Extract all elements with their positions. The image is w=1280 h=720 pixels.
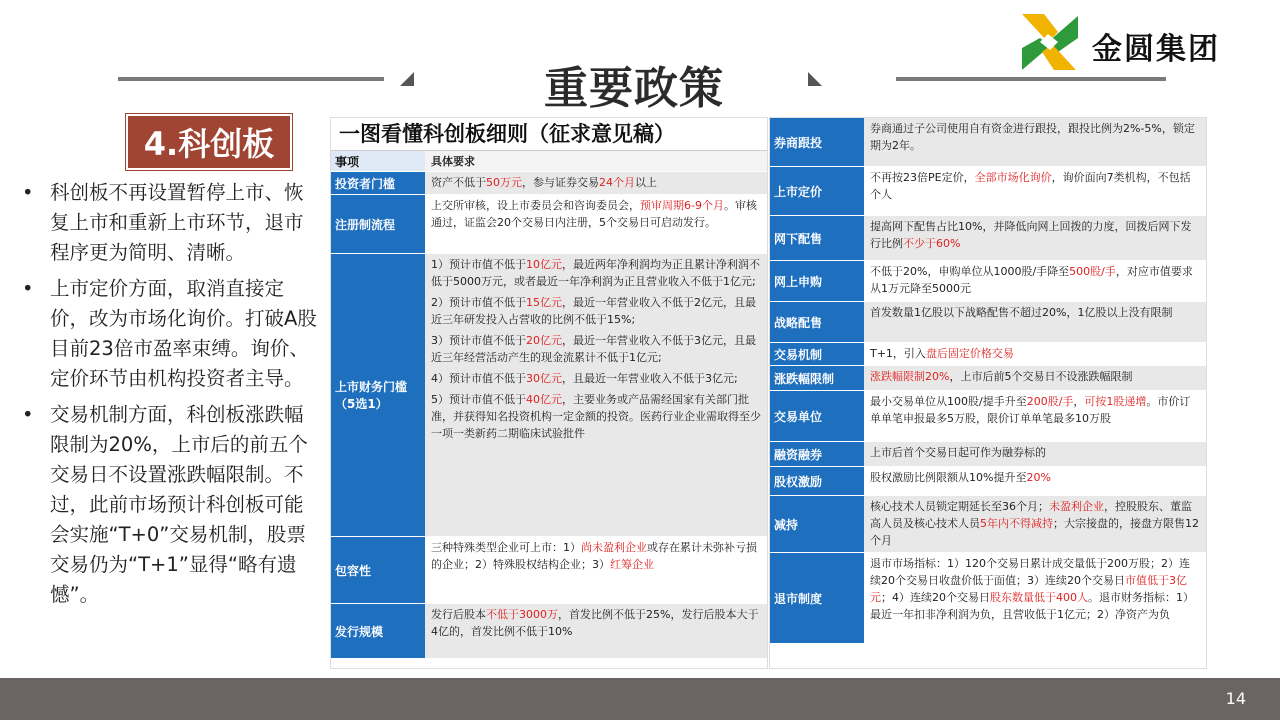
cell-text: 上市后首个交易日起可作为融券标的 bbox=[870, 446, 1046, 459]
cell-text: ，首发比例不低于25%，发行后股本大于4亿的，首发比例不低于10% bbox=[431, 608, 759, 638]
cell-text: 4）预计市值不低于 bbox=[431, 372, 526, 385]
cell-highlight: 可按1股递增 bbox=[1084, 395, 1147, 408]
cell-text: ；大宗接盘的，接盘方限售12个月 bbox=[870, 517, 1199, 547]
table-row bbox=[770, 366, 1206, 391]
cell-highlight: 涨跌幅限制20% bbox=[870, 370, 950, 383]
header-label: 事项 bbox=[331, 151, 425, 171]
cell-text: 不低于20%，申购单位从1000股/手降至 bbox=[870, 265, 1070, 278]
cell-text: 以上 bbox=[635, 176, 657, 189]
logo-text: 金圆集团 bbox=[1092, 32, 1220, 67]
footer-bar bbox=[0, 678, 1280, 720]
cell-highlight: 预审周期6-9个月 bbox=[640, 199, 724, 212]
table-header-row bbox=[331, 151, 767, 172]
row-value bbox=[425, 195, 767, 253]
cell-text: 资产不低于 bbox=[431, 176, 486, 189]
cell-highlight: 盘后固定价格交易 bbox=[925, 347, 1014, 360]
cell-text: 提高网下配售占比10%，并降低向网上回拨的力度，回拨后网下发行比例 bbox=[870, 220, 1192, 250]
bullet-dot-icon: • bbox=[22, 181, 34, 204]
row-value bbox=[864, 216, 1206, 260]
row-value bbox=[864, 467, 1206, 495]
row-value bbox=[864, 391, 1206, 441]
row-value bbox=[864, 366, 1206, 390]
table-row bbox=[331, 537, 767, 604]
table-row bbox=[770, 167, 1206, 216]
row-label: 减持 bbox=[770, 496, 864, 552]
cell-text: ，主要业务或产品需经国家有关部门批准，并获得知名投资机构一定金额的投资。医药行业企业需取得至少一项一类新药二期临床试验批件 bbox=[431, 393, 761, 440]
cell-highlight: 5年内不得减持 bbox=[980, 517, 1053, 530]
table-row bbox=[770, 216, 1206, 261]
row-value bbox=[425, 604, 767, 658]
criteria-item bbox=[431, 332, 761, 366]
bullet-item: • 交易机制方面，科创板涨跌幅限制为20%，上市后的前五个交易日不设置涨跌幅限制。不过，此前市场预计科创板可能会实施“T+0”交易机制，股票交易仍为“T+1”显得“略有遗憾”。 bbox=[20, 400, 320, 610]
cell-highlight: 不少于60% bbox=[903, 237, 961, 250]
left-table-rows bbox=[331, 172, 767, 659]
section-tag: 4.科创板 bbox=[128, 116, 290, 168]
kcb-rules-image-right bbox=[769, 117, 1207, 669]
cell-highlight: 50万元 bbox=[486, 176, 522, 189]
cell-text: ，上市后前5个交易日不设涨跌幅限制 bbox=[949, 370, 1133, 383]
row-label: 券商跟投 bbox=[770, 118, 864, 166]
table-row bbox=[331, 195, 767, 254]
header-triangle-right bbox=[808, 72, 822, 86]
table-row bbox=[770, 261, 1206, 302]
cell-highlight: 10亿元 bbox=[526, 258, 562, 271]
kcb-rules-image-left bbox=[330, 117, 768, 669]
cell-highlight: 30亿元 bbox=[526, 372, 562, 385]
table-row bbox=[331, 604, 767, 659]
cell-highlight: 尚未盈利企业 bbox=[581, 541, 647, 554]
cell-highlight: 市值低于3亿元 bbox=[870, 574, 1187, 604]
row-label: 股权激励 bbox=[770, 467, 864, 495]
cell-text: ， bbox=[1073, 395, 1085, 408]
cell-text: ；4）连续20个交易日 bbox=[881, 591, 990, 604]
row-value bbox=[864, 343, 1206, 365]
row-value bbox=[864, 167, 1206, 215]
infographic-title: 一图看懂科创板细则（征求意见稿） bbox=[331, 118, 767, 151]
table-row bbox=[770, 442, 1206, 467]
page-number: 14 bbox=[1225, 689, 1246, 708]
bullet-dot-icon: • bbox=[22, 277, 34, 300]
cell-text: ，最近一年营业收入不低于3亿元，且最近三年经营活动产生的现金流累计不低于1亿元; bbox=[431, 334, 756, 364]
cell-highlight: 200股/手 bbox=[1026, 395, 1074, 408]
row-label: 上市定价 bbox=[770, 167, 864, 215]
row-label: 包容性 bbox=[331, 537, 425, 603]
row-label: 退市制度 bbox=[770, 553, 864, 643]
row-value bbox=[864, 302, 1206, 342]
cell-text: 首发数量1亿股以下战略配售不超过20%，1亿股以上没有限制 bbox=[870, 306, 1173, 319]
row-value bbox=[864, 261, 1206, 301]
cell-text: 1）预计市值不低于 bbox=[431, 258, 526, 271]
header-rule-left bbox=[118, 77, 384, 81]
company-logo bbox=[1018, 12, 1248, 72]
cell-text: 三种特殊类型企业可上市：1） bbox=[431, 541, 581, 554]
table-row bbox=[770, 496, 1206, 553]
cell-text: ，且最近一年营业收入不低于3亿元; bbox=[562, 372, 738, 385]
cell-text: ，最近一年营业收入不低于2亿元，且最近三年研发投入占营收的比例不低于15%; bbox=[431, 296, 756, 326]
bullet-item: • 科创板不再设置暂停上市、恢复上市和重新上市环节，退市程序更为简明、清晰。 bbox=[20, 178, 320, 268]
cell-text: 。退市财务指标：1）最近一年扣非净利润为负，且营收低于1亿元；2）净资产为负 bbox=[870, 591, 1194, 621]
cell-text: T+1，引入 bbox=[870, 347, 926, 360]
row-value bbox=[864, 553, 1206, 643]
cell-text: 核心技术人员锁定期延长至36个月； bbox=[870, 500, 1049, 513]
cell-text: 发行后股本 bbox=[431, 608, 486, 621]
cell-highlight: 股东数量低于400人 bbox=[990, 591, 1088, 604]
bullet-dot-icon: • bbox=[22, 403, 34, 426]
table-row bbox=[331, 172, 767, 195]
table-row bbox=[770, 391, 1206, 442]
cell-text: ，询价面向7类机构，不包括个人 bbox=[870, 171, 1191, 201]
bullet-item: • 上市定价方面，取消直接定价，改为市场化询价。打破A股目前23倍市盈率束缚。询价、定价环节由机构投资者主导。 bbox=[20, 274, 320, 394]
cell-text: 不再按23倍PE定价， bbox=[870, 171, 975, 184]
cell-highlight: 红筹企业 bbox=[610, 558, 654, 571]
table-row bbox=[770, 553, 1206, 644]
row-label: 战略配售 bbox=[770, 302, 864, 342]
cell-highlight: 15亿元 bbox=[526, 296, 562, 309]
row-label: 融资融券 bbox=[770, 442, 864, 466]
row-label: 上市财务门槛（5选1） bbox=[331, 254, 425, 536]
cell-text: 3）预计市值不低于 bbox=[431, 334, 526, 347]
bullet-list bbox=[20, 178, 320, 616]
right-table-rows bbox=[770, 118, 1206, 644]
cell-highlight: 24个月 bbox=[599, 176, 635, 189]
cell-text: ，对应市值要求从1万元降至5000元 bbox=[870, 265, 1193, 295]
row-label: 发行规模 bbox=[331, 604, 425, 658]
cell-text: 退市市场指标：1）120个交易日累计成交量低于200万股；2）连续20个交易日收盘价低于面值；3）连续20个交易日 bbox=[870, 557, 1190, 587]
cell-highlight: 未盈利企业 bbox=[1049, 500, 1104, 513]
cell-highlight: 500股/手 bbox=[1069, 265, 1116, 278]
cell-text: 。审核通过，证监会20个交易日内注册，5个交易日可启动发行。 bbox=[431, 199, 757, 229]
row-label: 注册制流程 bbox=[331, 195, 425, 253]
row-label: 投资者门槛 bbox=[331, 172, 425, 194]
header-triangle-left bbox=[400, 72, 414, 86]
cell-text: ，最近两年净利润均为正且累计净利润不低于5000万元，或者最近一年净利润为正且营业收入不低于1亿元; bbox=[431, 258, 760, 288]
row-label: 网上申购 bbox=[770, 261, 864, 301]
row-label: 交易机制 bbox=[770, 343, 864, 365]
table-row bbox=[770, 467, 1206, 496]
row-label: 交易单位 bbox=[770, 391, 864, 441]
logo-mark-icon bbox=[1018, 12, 1082, 72]
criteria-item bbox=[431, 294, 761, 328]
cell-text: 。市价订单单笔申报最多5万股，限价订单单笔最多10万股 bbox=[870, 395, 1191, 425]
cell-text: 5）预计市值不低于 bbox=[431, 393, 526, 406]
criteria-item bbox=[431, 256, 761, 290]
cell-text: 最小交易单位从100股/提手升至 bbox=[870, 395, 1027, 408]
row-value bbox=[425, 254, 767, 536]
table-row bbox=[770, 343, 1206, 366]
row-label: 网下配售 bbox=[770, 216, 864, 260]
criteria-item bbox=[431, 370, 761, 387]
cell-text: 股权激励比例限额从10%提升至 bbox=[870, 471, 1027, 484]
table-row bbox=[770, 302, 1206, 343]
header-rule-right bbox=[896, 77, 1166, 81]
row-value bbox=[425, 537, 767, 603]
row-label: 涨跌幅限制 bbox=[770, 366, 864, 390]
cell-text: ，参与证券交易 bbox=[522, 176, 599, 189]
table-row bbox=[770, 118, 1206, 167]
cell-text: 券商通过子公司使用自有资金进行跟投，跟投比例为2%-5%，锁定期为2年。 bbox=[870, 122, 1195, 152]
row-value bbox=[864, 442, 1206, 466]
cell-highlight: 全部市场化询价 bbox=[974, 171, 1052, 184]
header-value: 具体要求 bbox=[425, 151, 767, 171]
cell-text: ，控股股东、董监高人员及核心技术人员 bbox=[870, 500, 1192, 530]
table-row bbox=[331, 254, 767, 537]
criteria-item bbox=[431, 391, 761, 442]
page-title: 重要政策 bbox=[544, 63, 724, 114]
cell-highlight: 20% bbox=[1026, 471, 1051, 484]
cell-highlight: 20亿元 bbox=[526, 334, 562, 347]
row-value bbox=[864, 496, 1206, 552]
cell-text: 上交所审核，设上市委员会和咨询委员会， bbox=[431, 199, 640, 212]
row-value bbox=[864, 118, 1206, 166]
cell-text: 或存在累计未弥补亏损的企业；2）特殊股权结构企业；3） bbox=[431, 541, 757, 571]
row-value bbox=[425, 172, 767, 194]
cell-highlight: 不低于3000万 bbox=[486, 608, 558, 621]
cell-highlight: 40亿元 bbox=[526, 393, 562, 406]
cell-text: 2）预计市值不低于 bbox=[431, 296, 526, 309]
